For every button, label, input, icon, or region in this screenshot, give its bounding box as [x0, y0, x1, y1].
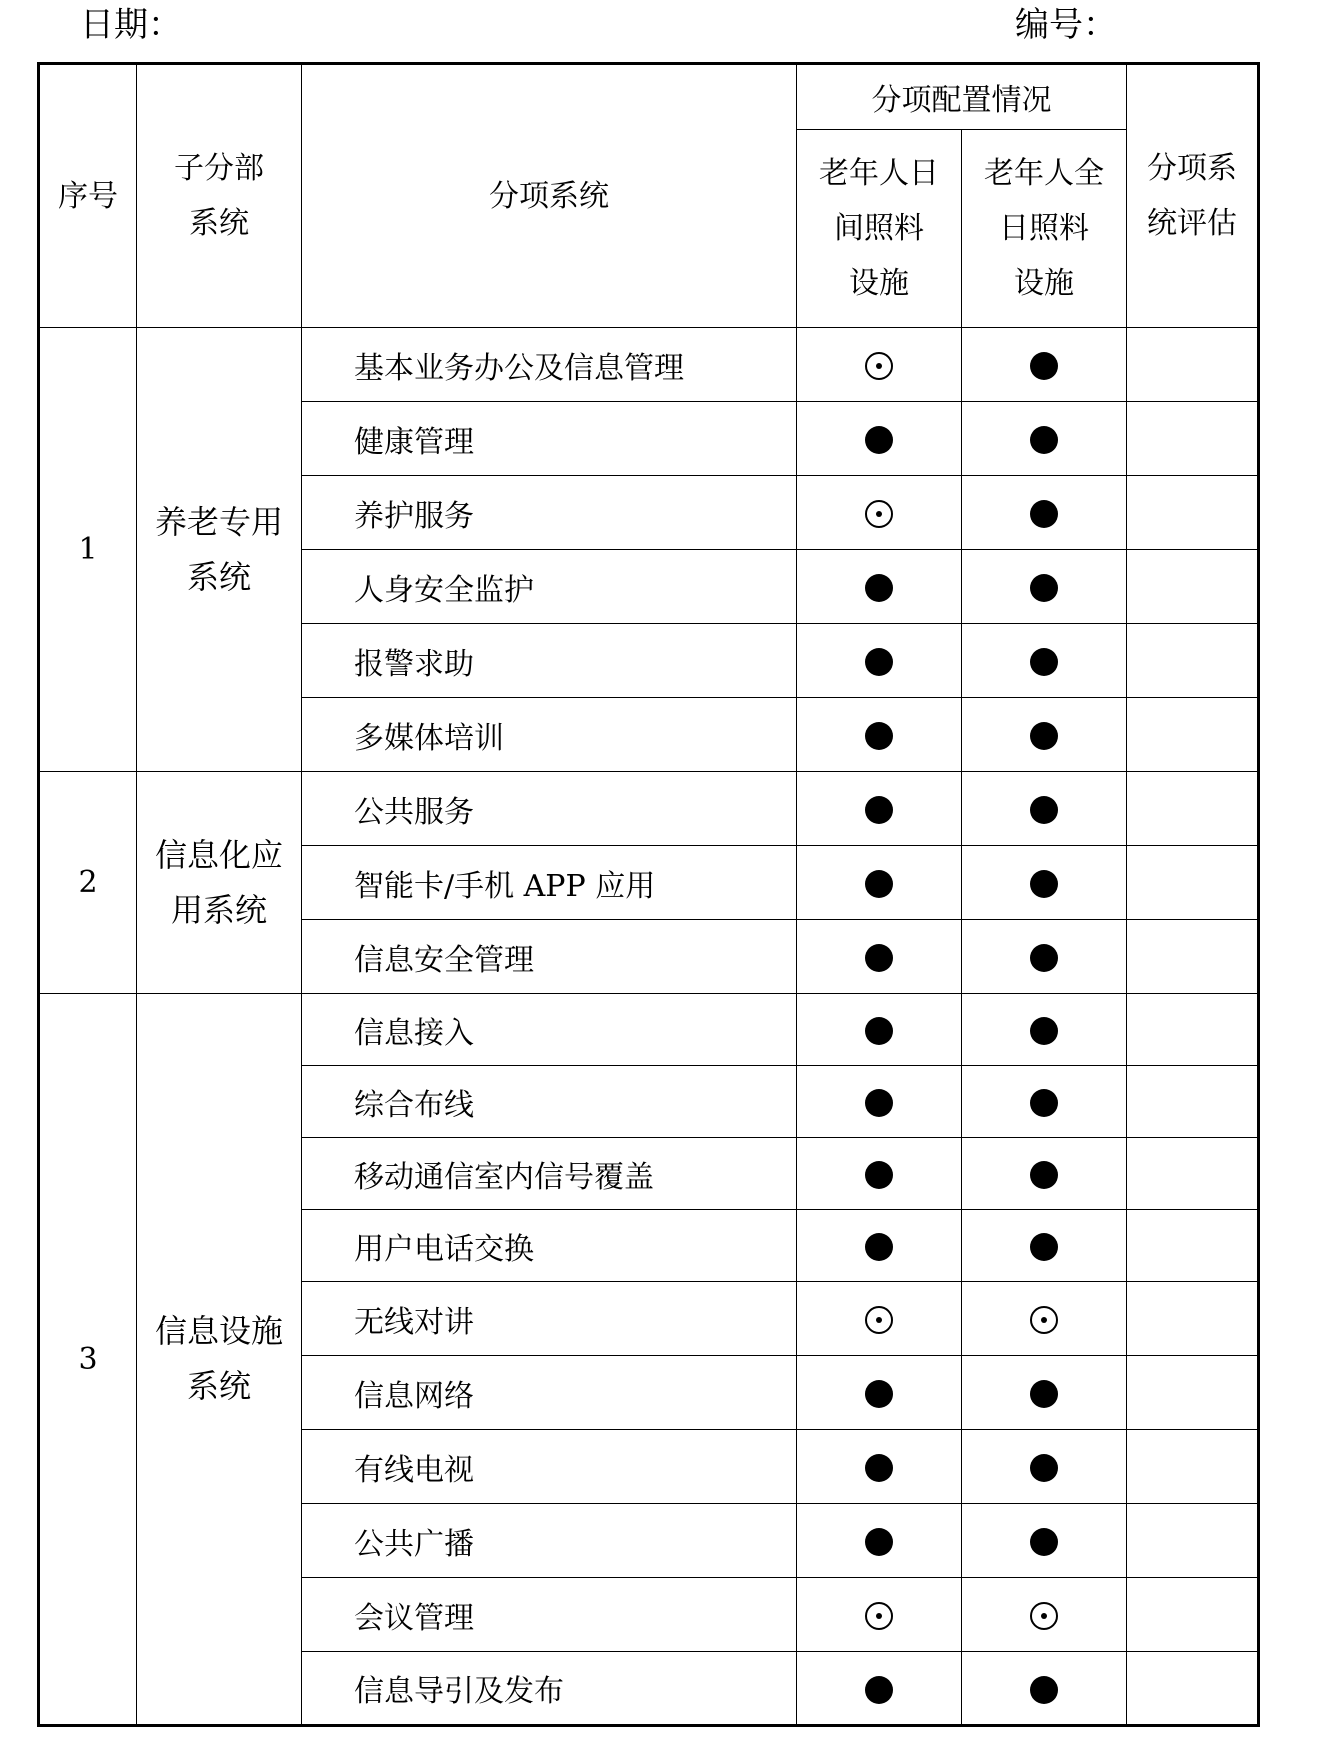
- day-care-config-cell: [797, 846, 962, 920]
- evaluation-cell[interactable]: [1127, 550, 1259, 624]
- filled-circle-icon: [1030, 1161, 1058, 1189]
- filled-circle-icon: [1030, 870, 1058, 898]
- full-care-config-cell: [962, 1066, 1127, 1138]
- full-care-config-cell: [962, 476, 1127, 550]
- evaluation-cell[interactable]: [1127, 1066, 1259, 1138]
- day-care-config-cell: [797, 402, 962, 476]
- day-care-config-cell: [797, 1210, 962, 1282]
- full-care-config-cell: [962, 624, 1127, 698]
- full-care-config-cell: [962, 402, 1127, 476]
- header-day-care: 老年人日 间照料 设施: [797, 130, 962, 328]
- full-care-config-cell: [962, 698, 1127, 772]
- filled-circle-icon: [865, 1233, 893, 1261]
- day-care-config-cell: [797, 1356, 962, 1430]
- dotted-circle-icon: [865, 352, 893, 380]
- filled-circle-icon: [865, 648, 893, 676]
- filled-circle-icon: [1030, 1454, 1058, 1482]
- item-system-name: 有线电视: [302, 1430, 797, 1504]
- evaluation-cell[interactable]: [1127, 402, 1259, 476]
- item-system-name: 综合布线: [302, 1066, 797, 1138]
- table-row: [39, 994, 1259, 1066]
- date-label: 日期：: [80, 5, 182, 45]
- header-evaluation: 分项系 统评估: [1127, 64, 1259, 328]
- item-system-name: 用户电话交换: [302, 1210, 797, 1282]
- full-care-config-cell: [962, 1282, 1127, 1356]
- item-system-name: 信息导引及发布: [302, 1652, 797, 1726]
- day-care-config-cell: [797, 1430, 962, 1504]
- item-system-name: 移动通信室内信号覆盖: [302, 1138, 797, 1210]
- header-subsystem: 子分部 系统: [137, 64, 302, 328]
- evaluation-cell[interactable]: [1127, 846, 1259, 920]
- full-care-config-cell: [962, 1210, 1127, 1282]
- configuration-table: [37, 62, 1260, 1727]
- item-system-name: 智能卡/手机 APP 应用: [302, 846, 797, 920]
- filled-circle-icon: [1030, 352, 1058, 380]
- day-care-config-cell: [797, 1652, 962, 1726]
- filled-circle-icon: [865, 722, 893, 750]
- item-system-name: 信息网络: [302, 1356, 797, 1430]
- evaluation-cell[interactable]: [1127, 1430, 1259, 1504]
- full-care-config-cell: [962, 772, 1127, 846]
- full-care-config-cell: [962, 1138, 1127, 1210]
- item-system-name: 报警求助: [302, 624, 797, 698]
- evaluation-cell[interactable]: [1127, 772, 1259, 846]
- full-care-config-cell: [962, 920, 1127, 994]
- evaluation-cell[interactable]: [1127, 476, 1259, 550]
- item-system-name: 公共广播: [302, 1504, 797, 1578]
- day-care-config-cell: [797, 698, 962, 772]
- evaluation-cell[interactable]: [1127, 994, 1259, 1066]
- full-care-config-cell: [962, 550, 1127, 624]
- evaluation-cell[interactable]: [1127, 1210, 1259, 1282]
- evaluation-cell[interactable]: [1127, 1356, 1259, 1430]
- filled-circle-icon: [1030, 1233, 1058, 1261]
- item-system-name: 公共服务: [302, 772, 797, 846]
- filled-circle-icon: [865, 1017, 893, 1045]
- full-care-config-cell: [962, 1652, 1127, 1726]
- evaluation-cell[interactable]: [1127, 1138, 1259, 1210]
- filled-circle-icon: [865, 1454, 893, 1482]
- group-seq: 1: [39, 328, 137, 772]
- filled-circle-icon: [1030, 574, 1058, 602]
- filled-circle-icon: [865, 1161, 893, 1189]
- group-name-line: 用系统: [170, 890, 267, 929]
- group-name-line: 养老专用: [154, 502, 283, 541]
- day-care-config-cell: [797, 550, 962, 624]
- header-full-care: 老年人全 日照料 设施: [962, 130, 1127, 328]
- full-care-config-cell: [962, 1356, 1127, 1430]
- item-system-name: 基本业务办公及信息管理: [302, 328, 797, 402]
- filled-circle-icon: [865, 574, 893, 602]
- day-care-config-cell: [797, 920, 962, 994]
- group-subsystem-name: [137, 994, 302, 1726]
- day-care-config-cell: [797, 328, 962, 402]
- header-item-system: 分项系统: [302, 64, 797, 328]
- table-body: [39, 328, 1259, 1726]
- day-care-config-cell: [797, 1066, 962, 1138]
- group-seq: 2: [39, 772, 137, 994]
- evaluation-cell[interactable]: [1127, 698, 1259, 772]
- evaluation-cell[interactable]: [1127, 1652, 1259, 1726]
- filled-circle-icon: [865, 426, 893, 454]
- day-care-config-cell: [797, 994, 962, 1066]
- serial-number-label: 编号：: [1015, 5, 1117, 45]
- evaluation-cell[interactable]: [1127, 1578, 1259, 1652]
- evaluation-cell[interactable]: [1127, 920, 1259, 994]
- full-care-config-cell: [962, 994, 1127, 1066]
- filled-circle-icon: [1030, 1017, 1058, 1045]
- day-care-config-cell: [797, 1578, 962, 1652]
- filled-circle-icon: [865, 796, 893, 824]
- dotted-circle-icon: [865, 500, 893, 528]
- group-name-line: 系统: [186, 1367, 251, 1405]
- dotted-circle-icon: [865, 1306, 893, 1334]
- day-care-config-cell: [797, 1138, 962, 1210]
- filled-circle-icon: [1030, 1676, 1058, 1704]
- item-system-name: 养护服务: [302, 476, 797, 550]
- filled-circle-icon: [865, 1528, 893, 1556]
- dotted-circle-icon: [1030, 1602, 1058, 1630]
- item-system-name: 无线对讲: [302, 1282, 797, 1356]
- filled-circle-icon: [1030, 944, 1058, 972]
- header-config: 分项配置情况: [797, 64, 1127, 130]
- day-care-config-cell: [797, 476, 962, 550]
- filled-circle-icon: [865, 870, 893, 898]
- filled-circle-icon: [865, 1380, 893, 1408]
- full-care-config-cell: [962, 1430, 1127, 1504]
- dotted-circle-icon: [1030, 1306, 1058, 1334]
- item-system-name: 健康管理: [302, 402, 797, 476]
- evaluation-cell[interactable]: [1127, 328, 1259, 402]
- filled-circle-icon: [1030, 1380, 1058, 1408]
- day-care-config-cell: [797, 1282, 962, 1356]
- filled-circle-icon: [1030, 500, 1058, 528]
- group-name-line: 系统: [186, 557, 251, 596]
- filled-circle-icon: [1030, 426, 1058, 454]
- header-seq: 序号: [39, 64, 137, 328]
- filled-circle-icon: [1030, 722, 1058, 750]
- full-care-config-cell: [962, 846, 1127, 920]
- filled-circle-icon: [1030, 1089, 1058, 1117]
- filled-circle-icon: [865, 944, 893, 972]
- filled-circle-icon: [1030, 648, 1058, 676]
- day-care-config-cell: [797, 772, 962, 846]
- filled-circle-icon: [865, 1676, 893, 1704]
- table-row: [39, 328, 1259, 402]
- group-subsystem-name: [137, 328, 302, 772]
- evaluation-cell[interactable]: [1127, 624, 1259, 698]
- evaluation-cell[interactable]: [1127, 1282, 1259, 1356]
- group-seq: 3: [39, 994, 137, 1726]
- table-row: [39, 772, 1259, 846]
- full-care-config-cell: [962, 1578, 1127, 1652]
- day-care-config-cell: [797, 624, 962, 698]
- group-name-line: 信息设施: [154, 1312, 283, 1350]
- item-system-name: 人身安全监护: [302, 550, 797, 624]
- item-system-name: 信息接入: [302, 994, 797, 1066]
- item-system-name: 多媒体培训: [302, 698, 797, 772]
- day-care-config-cell: [797, 1504, 962, 1578]
- item-system-name: 信息安全管理: [302, 920, 797, 994]
- filled-circle-icon: [1030, 1528, 1058, 1556]
- full-care-config-cell: [962, 1504, 1127, 1578]
- item-system-name: 会议管理: [302, 1578, 797, 1652]
- filled-circle-icon: [865, 1089, 893, 1117]
- group-subsystem-name: [137, 772, 302, 994]
- filled-circle-icon: [1030, 796, 1058, 824]
- dotted-circle-icon: [865, 1602, 893, 1630]
- full-care-config-cell: [962, 328, 1127, 402]
- evaluation-cell[interactable]: [1127, 1504, 1259, 1578]
- group-name-line: 信息化应: [154, 835, 283, 874]
